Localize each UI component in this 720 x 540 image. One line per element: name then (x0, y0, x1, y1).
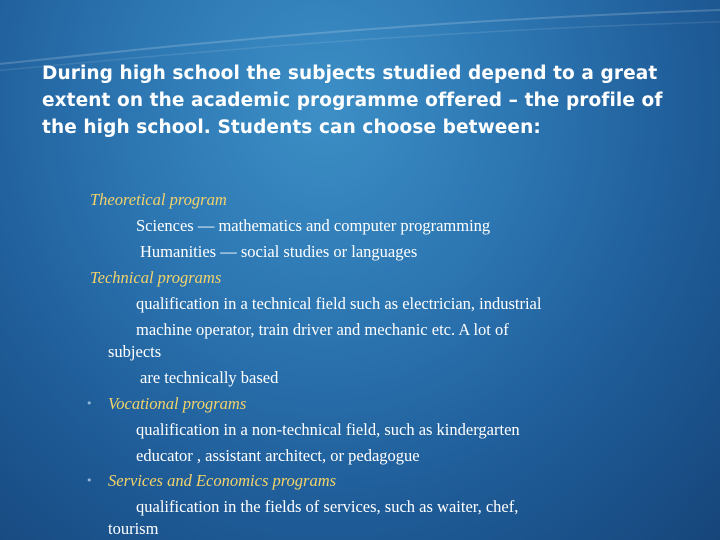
technical-detail-line: machine operator, train driver and mechanic etc. A lot of (136, 320, 509, 339)
technical-detail-line: qualification in a technical field such as electrician, industrial (136, 294, 542, 313)
services-detail-line: tourism (108, 519, 159, 538)
bullet-icon: • (86, 397, 93, 410)
technical-detail-line: subjects (108, 342, 162, 361)
theoretical-heading: Theoretical program (90, 190, 227, 209)
vocational-detail-line: educator , assistant architect, or pedagogue (136, 446, 420, 465)
services-detail-line: qualification in the fields of services, such as waiter, chef, (136, 497, 519, 516)
title-line: extent on the academic programme offered – the profile of (42, 90, 663, 111)
vocational-detail-line: qualification in a non-technical field, such as kindergarten (136, 420, 520, 439)
title-line: the high school. Students can choose between: (42, 117, 541, 138)
bullet-icon: • (86, 474, 93, 487)
theoretical-detail-humanities: Humanities — social studies or languages (140, 242, 418, 261)
services-heading: Services and Economics programs (108, 471, 337, 490)
technical-detail-line: are technically based (140, 368, 279, 387)
technical-heading: Technical programs (90, 268, 222, 287)
theoretical-detail-sciences: Sciences — mathematics and computer programming (136, 216, 491, 235)
title-line: During high school the subjects studied depend to a great (42, 63, 658, 84)
vocational-heading: Vocational programs (108, 394, 247, 413)
